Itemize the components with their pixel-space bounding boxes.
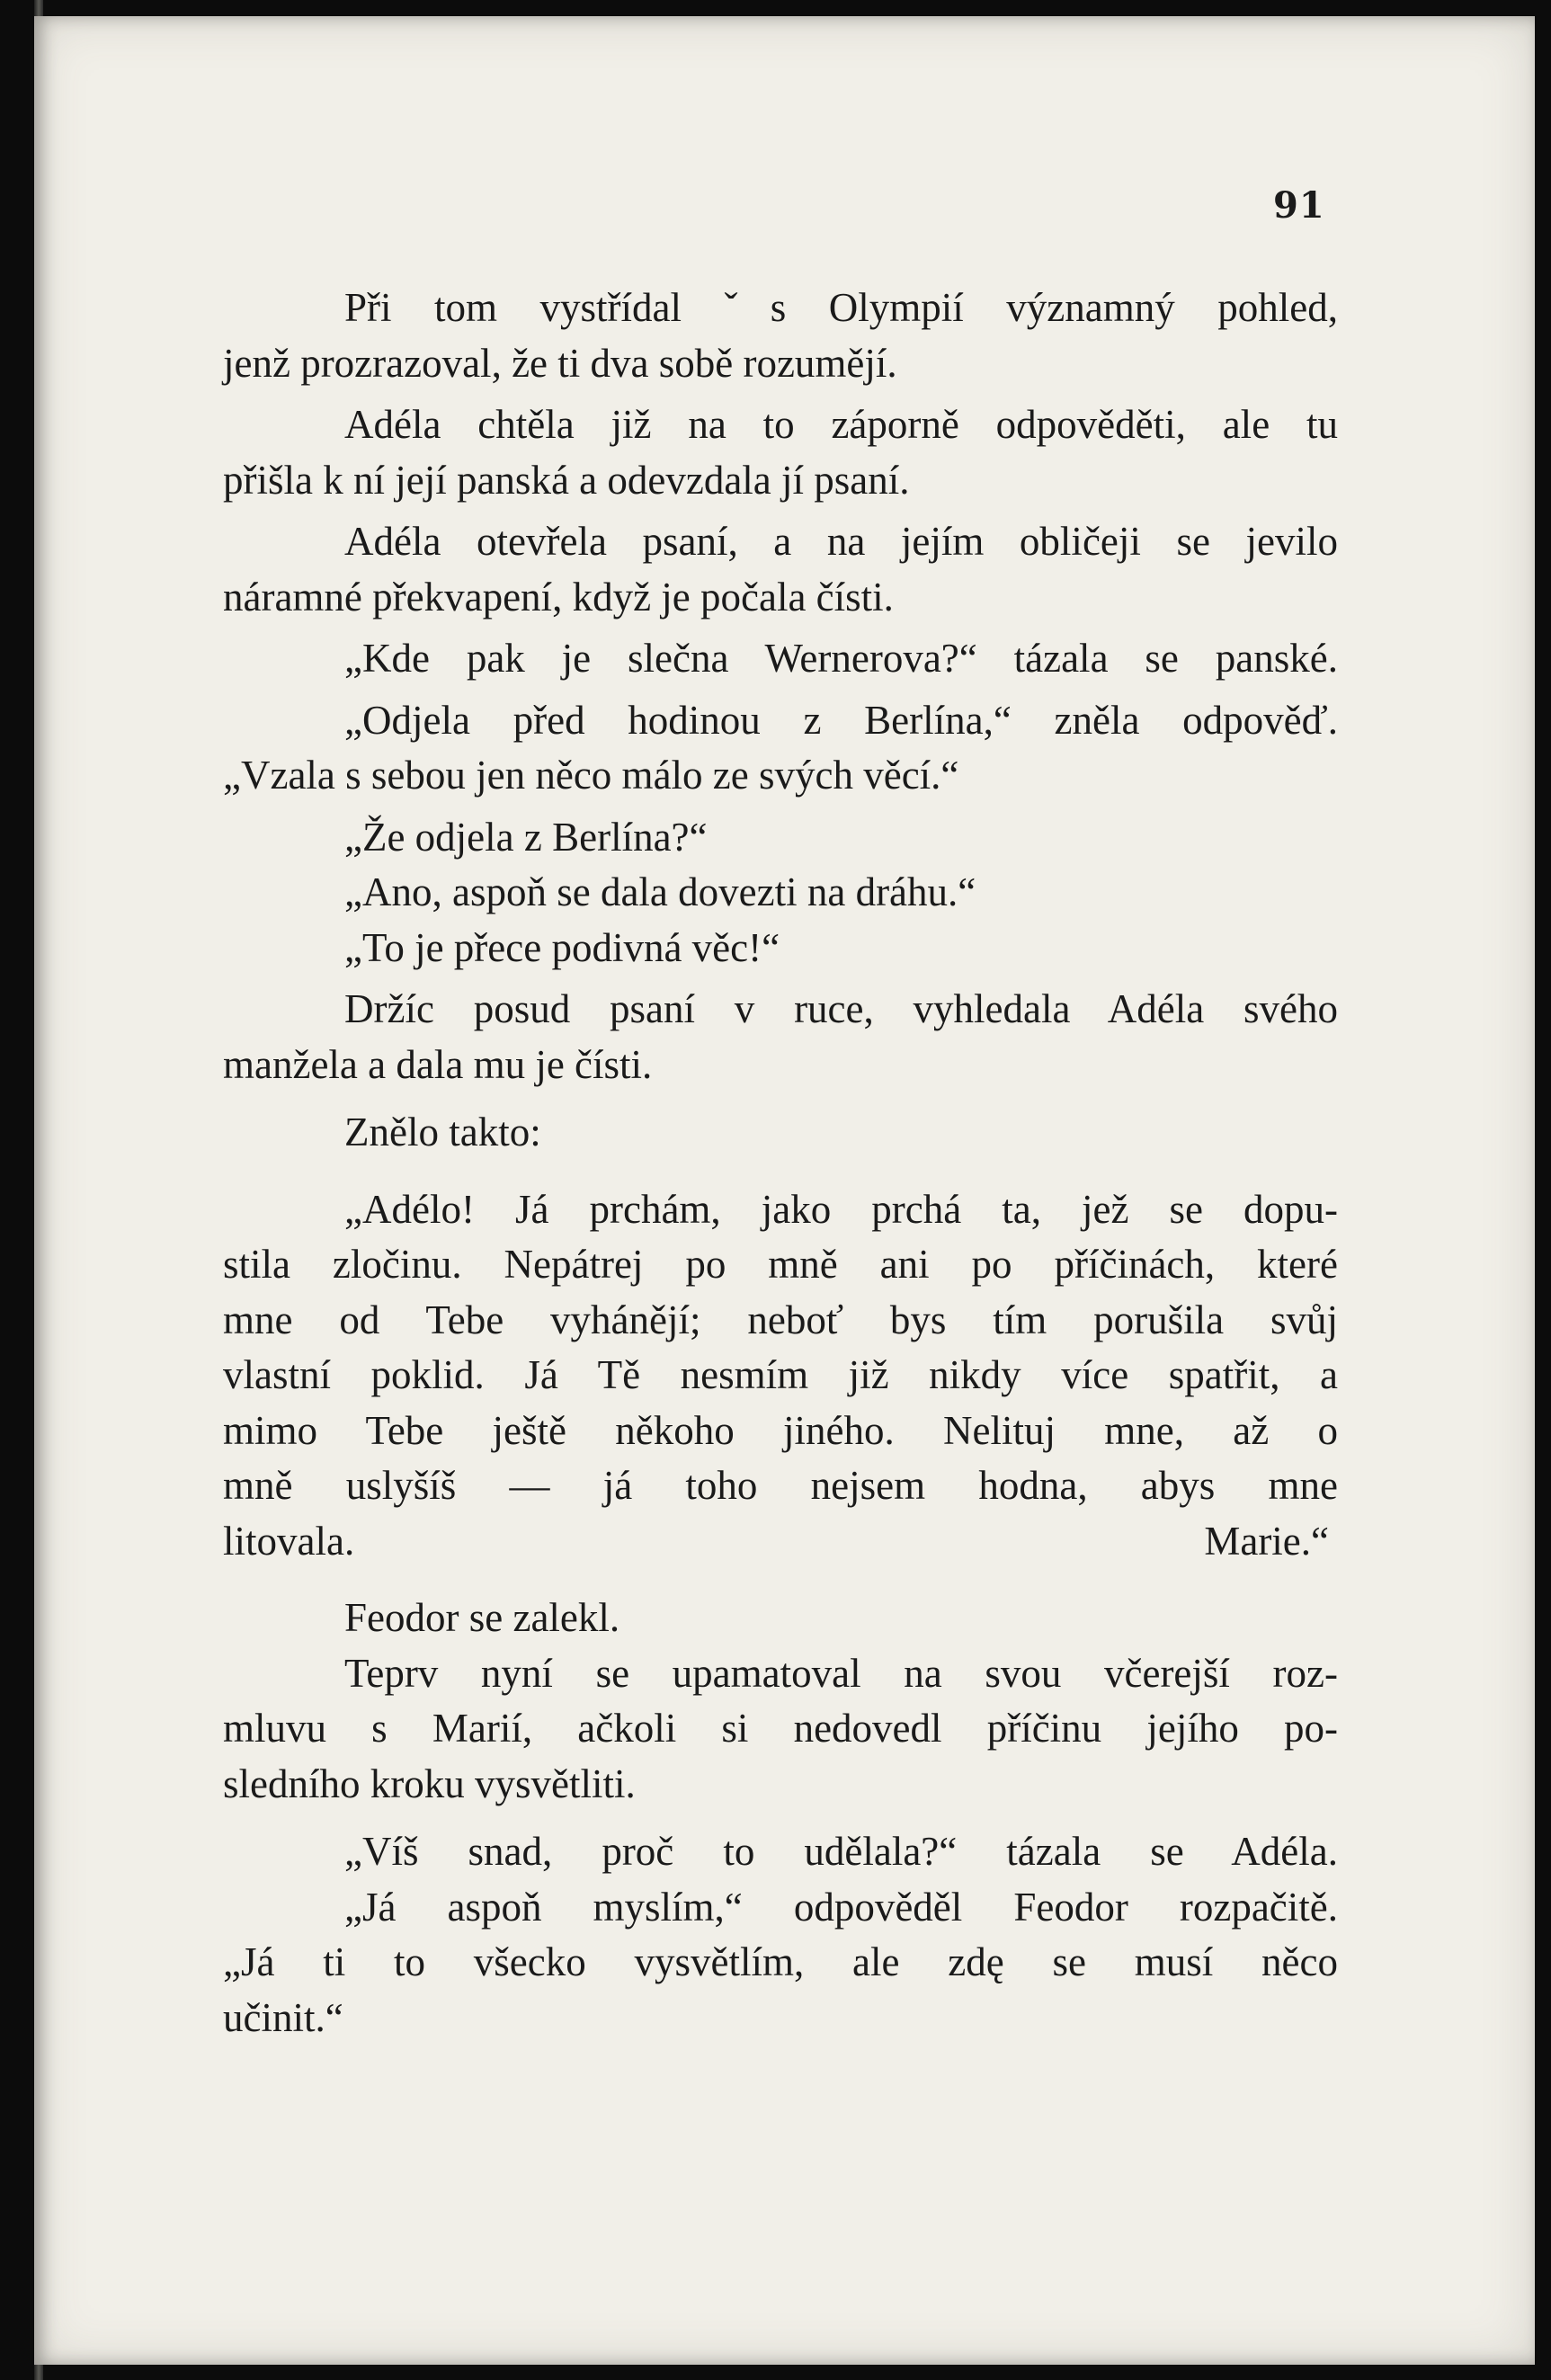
paragraph (223, 693, 1338, 804)
paragraph (223, 397, 1338, 508)
text-line: manžela a dala mu je čísti. (223, 1041, 653, 1087)
text-line: „Kde pak je slečna Wernerova?“ tázala se panské. (344, 636, 1338, 681)
text-line: Držíc posud psaní v ruce, vyhledala Adéla svého (344, 986, 1338, 1031)
text-line: Při tom vystřídal ˇs Olympií významný pohled, (344, 285, 1338, 330)
text-line: „To je přece podivná věc!“ (344, 924, 780, 970)
text-line: Adéla otevřela psaní, a na jejím obličeji se jevilo (344, 519, 1338, 564)
text-line: stila zločinu. Nepátrej po mně ani po příčinách, které (223, 1242, 1338, 1287)
text-line: mně uslyšíš — já toho nejsem hodna, abys mne (223, 1463, 1338, 1508)
letter-paragraph (223, 1182, 1338, 1570)
text-line: litovala. (223, 1518, 355, 1564)
text-line: „Víš snad, proč to udělala?“ tázala se Adéla. (344, 1829, 1338, 1874)
text-line: Znělo takto: (344, 1110, 541, 1154)
paragraph (223, 281, 1338, 391)
text-line: „Že odjela z Berlína?“ (344, 814, 708, 860)
text-line: jenž prozrazoval, že ti dva sobě rozumějí. (223, 340, 897, 386)
text-line: Feodor se zalekl. (344, 1595, 620, 1640)
paragraph (223, 982, 1338, 1092)
text-line: „Vzala s sebou jen něco málo ze svých věcí.“ (223, 753, 959, 798)
paragraph (223, 865, 1338, 921)
paragraph (223, 514, 1338, 625)
page-number: 91 (1273, 184, 1325, 227)
paragraph (223, 1824, 1338, 1880)
paragraph (223, 810, 1338, 866)
text-line: „Adélo! Já prchám, jako prchá ta, jež se dopu- (344, 1186, 1338, 1232)
text-line: sledního kroku vysvětliti. (223, 1760, 636, 1806)
text-line: přišla k ní její panská a odevzdala jí psaní. (223, 457, 910, 503)
text-line: mluvu s Marií, ačkoli si nedovedl příčinu jejího po- (223, 1706, 1338, 1751)
text-line: „Já ti to všecko vysvětlím, ale zdę se musí něco (223, 1939, 1338, 1984)
text-line: vlastní poklid. Já Tě nesmím již nikdy více spatřit, a (223, 1352, 1338, 1397)
paragraph (223, 1646, 1338, 1813)
text-line: „Já aspoň myslím,“ odpověděl Feodor rozpačitě. (344, 1884, 1338, 1930)
paragraph (223, 631, 1338, 687)
body-text (223, 281, 1338, 2046)
text-line: mne od Tebe vyhánějí; neboť bys tím porušila svůj (223, 1297, 1338, 1342)
text-line: „Ano, aspoň se dala dovezti na dráhu.“ (344, 869, 976, 914)
paragraph (223, 921, 1338, 976)
paragraph (223, 1591, 1338, 1646)
text-line: učinit.“ (223, 1994, 343, 2040)
text-line: mimo Tebe ještě někoho jiného. Nelituj mne, až o (223, 1407, 1338, 1453)
paragraph (223, 1105, 1338, 1161)
text-line: náramné překvapení, když je počala čísti. (223, 574, 894, 620)
text-line: Adéla chtěla již na to záporně odpověděti, ale tu (344, 402, 1338, 447)
text-line: Teprv nyní se upamatoval na svou včerejší roz- (344, 1650, 1338, 1696)
paragraph (223, 1880, 1338, 2046)
text-line: „Odjela před hodinou z Berlína,“ zněla odpověď. (344, 697, 1338, 743)
letter-signature: Marie.“ (1204, 1518, 1329, 1564)
